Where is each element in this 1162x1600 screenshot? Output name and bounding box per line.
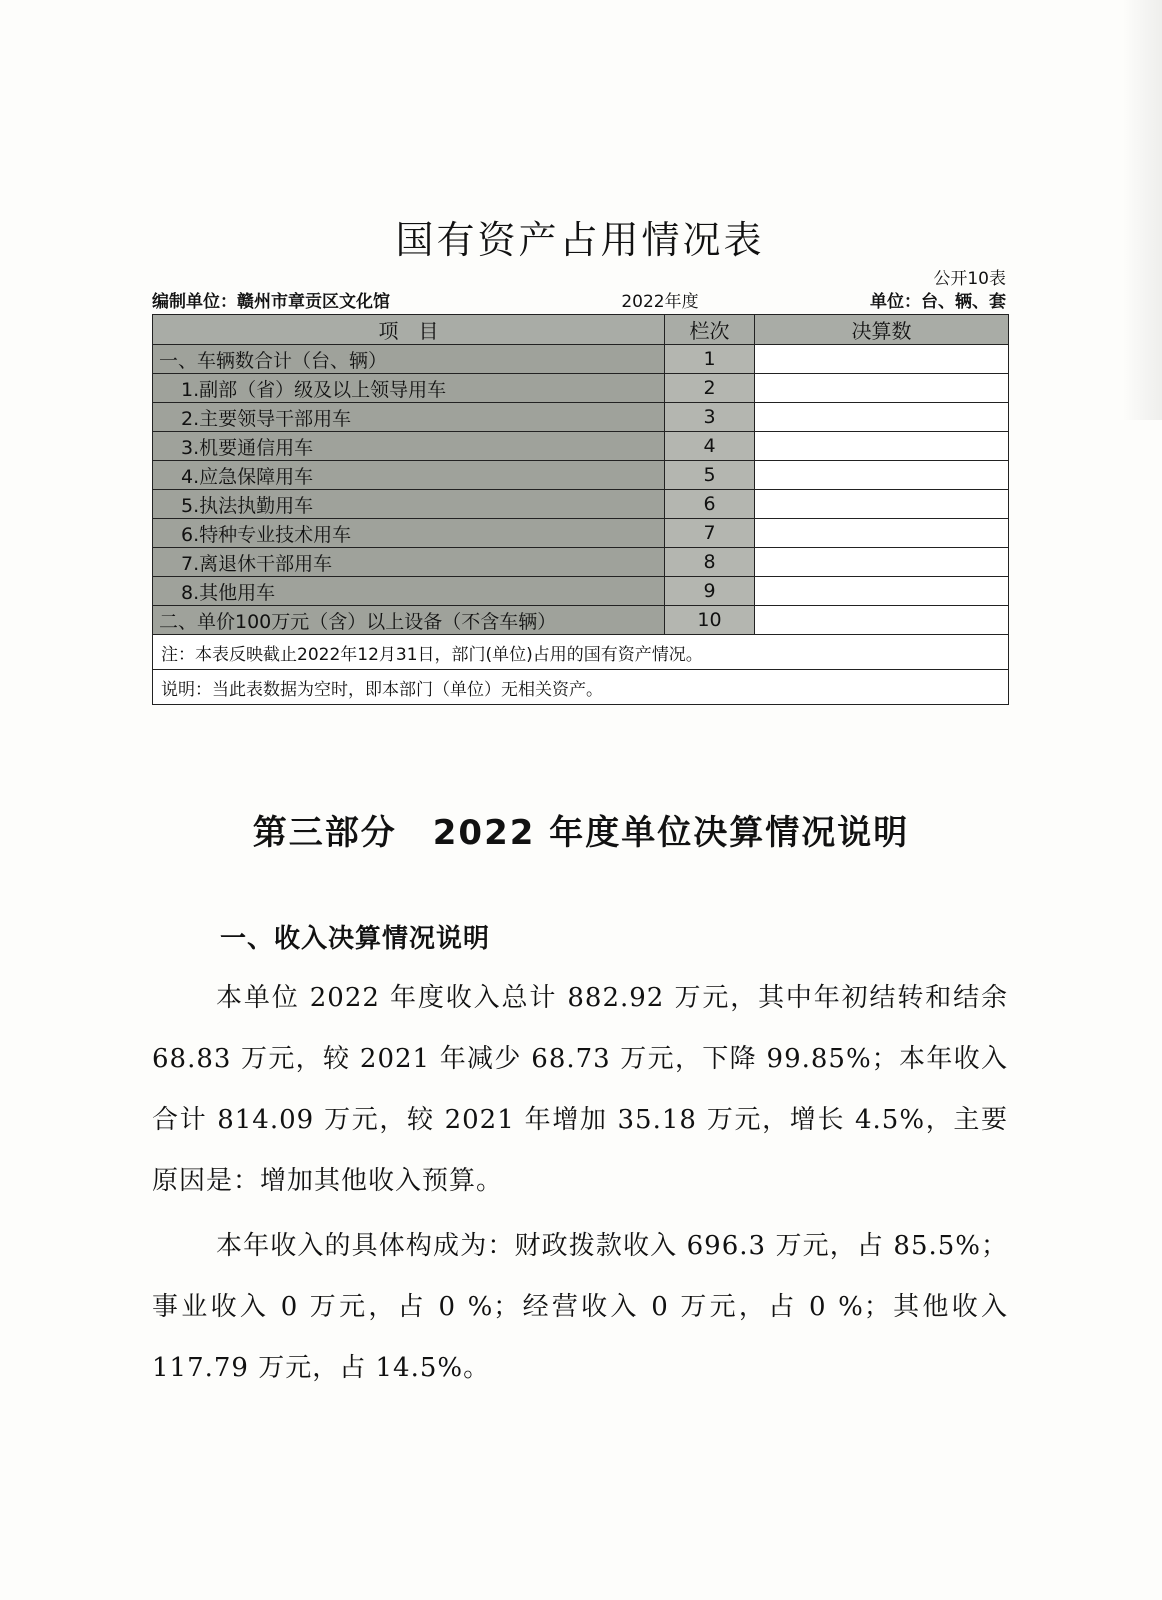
table-row (153, 490, 1009, 519)
row-value (755, 403, 1009, 432)
table-note: 注：本表反映截止2022年12月31日，部门(单位)占用的国有资产情况。 (153, 635, 1009, 670)
row-col: 7 (665, 519, 755, 548)
table-row (153, 519, 1009, 548)
table-row (153, 548, 1009, 577)
row-item: 2.主要领导干部用车 (153, 403, 665, 432)
row-col: 6 (665, 490, 755, 519)
row-value (755, 374, 1009, 403)
row-value (755, 461, 1009, 490)
row-col: 8 (665, 548, 755, 577)
row-item: 4.应急保障用车 (153, 461, 665, 490)
row-item: 5.执法执勤用车 (153, 490, 665, 519)
row-item: 二、单价100万元（含）以上设备（不含车辆） (153, 606, 665, 635)
asset-table (152, 314, 1009, 705)
row-item: 3.机要通信用车 (153, 432, 665, 461)
table-note-row (153, 670, 1009, 705)
table-row (153, 461, 1009, 490)
table-header-row (153, 315, 1009, 345)
part-title: 第三部分 2022 年度单位决算情况说明 (252, 813, 910, 853)
row-value (755, 345, 1009, 374)
table-row (153, 432, 1009, 461)
row-col: 1 (665, 345, 755, 374)
row-col: 4 (665, 432, 755, 461)
page-edge-shadow (1122, 0, 1162, 420)
header-value: 决算数 (755, 315, 1009, 345)
row-value (755, 490, 1009, 519)
table-title: 国有资产占用情况表 (395, 218, 765, 262)
row-col: 10 (665, 606, 755, 635)
table-row (153, 403, 1009, 432)
table-row (153, 374, 1009, 403)
table-row (153, 345, 1009, 374)
row-value (755, 577, 1009, 606)
row-item: 1.副部（省）级及以上领导用车 (153, 374, 665, 403)
row-col: 9 (665, 577, 755, 606)
paragraph: 本单位 2022 年度收入总计 882.92 万元，其中年初结转和结余 68.83 万元，较 2021 年减少 68.73 万元，下降 99.85%；本年收入合计 814.09 万元，较 2021 年增加 35.18 万元，增长 4.5%，主要原因是：增加其他收入预算。 (152, 983, 1008, 1196)
row-item: 一、车辆数合计（台、辆） (153, 345, 665, 374)
table-year: 2022年度 (621, 292, 699, 312)
table-unit-measure: 单位：台、辆、套 (869, 292, 1006, 312)
row-col: 3 (665, 403, 755, 432)
row-item: 8.其他用车 (153, 577, 665, 606)
compiling-unit: 编制单位：赣州市章贡区文化馆 (152, 292, 390, 312)
table-note-row (153, 635, 1009, 670)
section-heading: 一、收入决算情况说明 (220, 924, 491, 954)
row-value (755, 548, 1009, 577)
table-explanation: 说明：当此表数据为空时，即本部门（单位）无相关资产。 (153, 670, 1009, 705)
row-col: 2 (665, 374, 755, 403)
table-row (153, 606, 1009, 635)
table-meta (152, 290, 1008, 314)
asset-table-block (152, 212, 1008, 705)
row-value (755, 519, 1009, 548)
row-item: 7.离退休干部用车 (153, 548, 665, 577)
table-row (153, 577, 1009, 606)
row-value (755, 606, 1009, 635)
paragraph: 本年收入的具体构成为：财政拨款收入 696.3 万元，占 85.5%；事业收入 0 万元，占 0 %；经营收入 0 万元，占 0 %；其他收入 117.79 万元，占 14.5%。 (152, 1231, 1008, 1383)
header-item: 项 目 (153, 315, 665, 345)
header-col: 栏次 (665, 315, 755, 345)
row-value (755, 432, 1009, 461)
table-tag: 公开10表 (933, 269, 1006, 289)
row-item: 6.特种专业技术用车 (153, 519, 665, 548)
row-col: 5 (665, 461, 755, 490)
